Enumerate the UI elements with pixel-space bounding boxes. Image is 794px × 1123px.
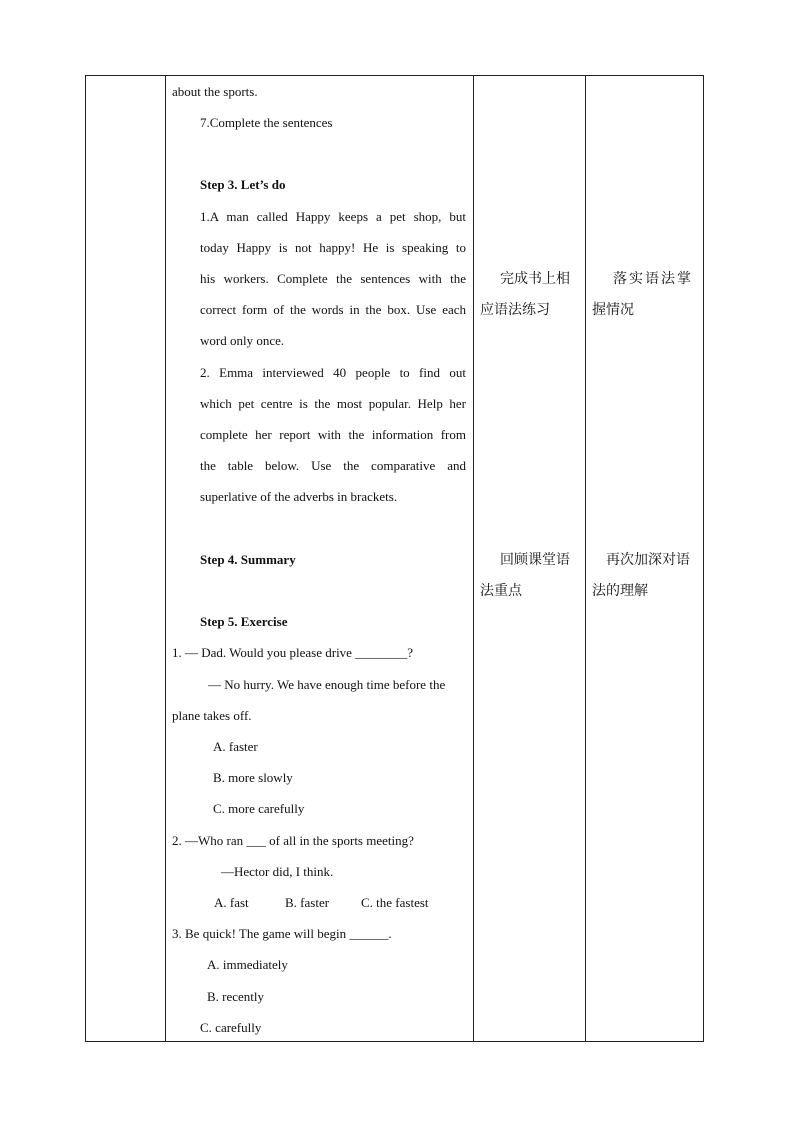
text-line: 7.Complete the sentences — [200, 115, 333, 130]
text-line: today Happy is not happy! He is speaking to — [200, 240, 466, 255]
text-line: 1.A man called Happy keeps a pet shop, but — [200, 209, 466, 224]
option: C. the fastest — [361, 895, 429, 910]
design-intent-line: 法的理解 — [592, 583, 648, 599]
text-line: correct form of the words in the box. Use each — [200, 302, 466, 317]
text-line: complete her report with the information from — [200, 427, 466, 442]
option: B. faster — [285, 895, 330, 910]
question-1: 1. — Dad. Would you please drive ________? — [172, 645, 413, 660]
step5-heading: Step 5. Exercise — [200, 614, 288, 629]
text-line: which pet centre is the most popular. Help her — [200, 396, 466, 411]
text-line: word only once. — [200, 333, 285, 348]
design-intent-line: 落实语法掌 — [613, 271, 693, 287]
text-line: plane takes off. — [172, 708, 252, 723]
text-line: the table below. Use the comparative and — [200, 458, 466, 473]
option: A. faster — [213, 739, 258, 754]
student-activity-line: 完成书上相 — [500, 271, 570, 287]
option: C. carefully — [200, 1020, 262, 1035]
text-line: about the sports. — [172, 84, 258, 99]
student-activity-line: 回顾课堂语 — [500, 552, 570, 568]
text-line: —Hector did, I think. — [221, 864, 334, 879]
step4-heading: Step 4. Summary — [200, 552, 296, 567]
design-intent-line: 握情况 — [592, 302, 634, 318]
question-2: 2. —Who ran ___ of all in the sports meeting? — [172, 833, 414, 848]
option: A. fast — [214, 895, 249, 910]
option: B. more slowly — [213, 770, 293, 785]
text-line: — No hurry. We have enough time before the — [208, 677, 446, 692]
design-intent-line: 再次加深对语 — [606, 552, 690, 568]
option: A. immediately — [207, 957, 288, 972]
text-line: his workers. Complete the sentences with the — [200, 271, 466, 286]
question-3: 3. Be quick! The game will begin ______. — [172, 926, 392, 941]
column-divider — [473, 76, 474, 1041]
option: B. recently — [207, 989, 265, 1004]
student-activity-line: 应语法练习 — [480, 302, 550, 318]
text-line: superlative of the adverbs in brackets. — [200, 489, 398, 504]
step3-heading: Step 3. Let’s do — [200, 177, 286, 192]
text-line: 2. Emma interviewed 40 people to find out — [200, 365, 466, 380]
column-divider — [585, 76, 586, 1041]
student-activity-line: 法重点 — [480, 583, 522, 599]
option: C. more carefully — [213, 801, 305, 816]
column-divider — [165, 76, 166, 1041]
